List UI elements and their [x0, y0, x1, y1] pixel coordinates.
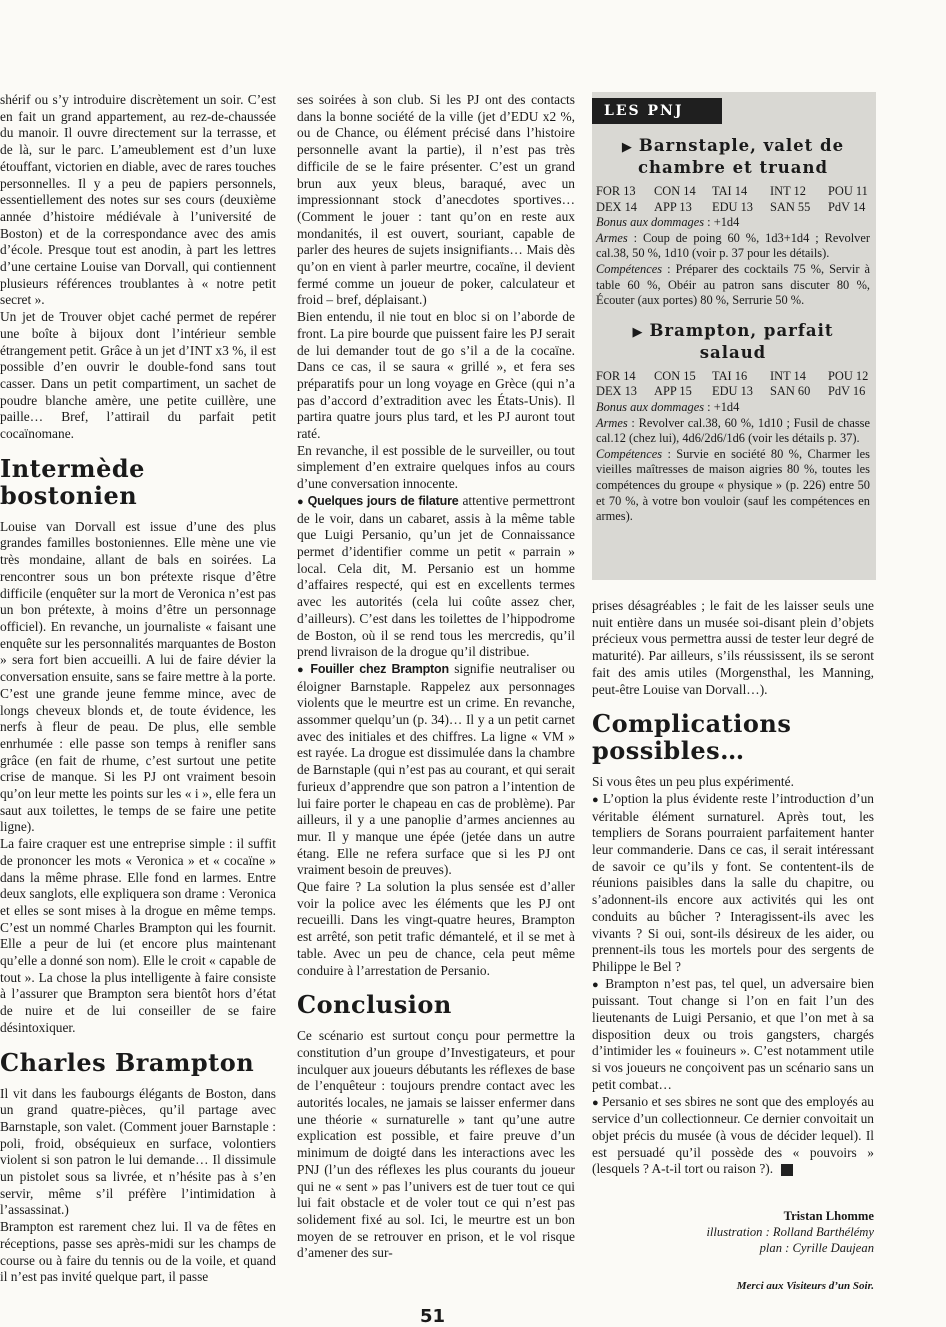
- plan-credit: [594, 1240, 874, 1256]
- label: Armes: [596, 230, 628, 245]
- stat: TAI 14: [712, 184, 748, 198]
- stat: EDU 13: [712, 384, 753, 399]
- paragraph: La faire craquer est une entreprise simple : il suffit de prononcer les mots « Veronica » et « cocaïne » dans la même phrase. Elle fond en larmes. Entre deux sanglots, elle expliquera son drame : Veronica et elles se sont mises à la drogue en même temps. C’est un nommé Charles Brampton qui les fournit. Elle a peur de lui (et encore plus maintenant qu’elle a donné son nom). Elle le croit « capable de tout ». La chose la plus intelligente à faire consiste à l’assurer que Brampton sera bientôt hors d’état de nuire et de lui conseiller de se faire désintoxiquer.: [0, 836, 276, 1035]
- npc-stats: [596, 184, 870, 215]
- paragraph: Un jet de Trouver objet caché permet de repérer une boîte à bijoux dont l’intérieur semble étrangement petit. Grâce à un jet d’INT x3 %, il est possible d’en ouvrir le double-fond sans tout casser. Dans un petit compartiment, un sachet de poudre blanche amère, une petite cuillère, une paille… Bref, l’attirail du parfait petit cocaïnomane.: [0, 309, 276, 442]
- stat: TAI 16: [712, 368, 748, 383]
- stat: APP 15: [654, 384, 692, 399]
- stat: FOR 13: [596, 184, 636, 198]
- credit-text: illustration : Rolland Barthélémy: [706, 1225, 874, 1239]
- bullet-text: attentive permettront de le voir, dans un cabaret, assis à la même table que Luigi Persanio, qu’un jet de Connaissance permet d’identifier comme un petit « parrain » local. Cela dit, M. Persanio est un homme d’affaires respecté, qui est en excellents termes avec les autorités (cela lui coûte assez cher, d’ailleurs). C’est dans les toilettes de l’hippodrome de Boston, où il se rend tous les mercredis, qu’il prend livraison de la drogue qu’il distribue.: [297, 492, 576, 660]
- section-heading-complications: Complications possibles…: [592, 709, 792, 766]
- page-number: 51: [420, 1306, 446, 1327]
- value: : Survie en société 80 %, Charmer les vieilles maîtresses de maison aigries 80 %, toutes les compétences du groupe « physique » (p. 226) entre 50 et 70 %, à votre bon vouloir (sauf les compétences en armes).: [596, 446, 870, 524]
- bullet-paragraph: [297, 661, 575, 879]
- stat: CON 15: [654, 368, 696, 383]
- npc-skills: [596, 447, 870, 525]
- stat: APP 13: [654, 199, 692, 214]
- value: : Coup de poing 60 %, 1d3+1d4 ; Revolver cal.38, 50 %, 1d10 (voir p. 37 pour les détails).: [596, 230, 870, 261]
- paragraph: ses soirées à son club. Si les PJ ont des contacts dans la bonne société de la ville (jet d’EDU x2 %, ou de Chance, ou élément précisé dans l’histoire personnelle avant la partie), il n’est pas très difficile de se le faire présenter. C’est un grand brun aux yeux bleus, baraqué, avec un impressionnant stock d’anecdotes sportives… (Comment le jouer : tant qu’on en reste aux mondanités, il est ouvert, souriant, capable de parler des heures de sujets insignifiants… Mais dès qu’on en vient à parler meurtre, cocaïne, il devient fermé comme un joueur de poker, calculateur et froid – bref, déplaisant.): [297, 92, 575, 308]
- triangle-right-icon: ▶: [632, 324, 644, 340]
- paragraph: C’est une grande jeune femme mince, avec de longs cheveux blonds et, de toute évidence, les nerfs à fleur de peau. De plus, elle semble enrhumée : elle passe son temps à renifler sans grâce (en fait de rhume, c’est surtout une petite crise de manque. Si les PJ ont vraiment besoin qu’on leur mette les points sur les « i », elle fera un saut aux toilettes, le temps de se faire une petite ligne).: [0, 685, 276, 835]
- npc-sidebar: [592, 92, 876, 580]
- stat: INT 14: [770, 368, 806, 383]
- stat: SAN 55: [770, 199, 811, 214]
- stat: POU 12: [828, 368, 869, 383]
- npc-bonus: [596, 400, 870, 416]
- npc-block-brampton: [592, 321, 876, 525]
- paragraph: Bien entendu, il nie tout en bloc si on l’aborde de front. La pire bourde que puissent faire les PJ serait de lui demander tout de go s’il a de la cocaïne. Dans ce cas, il se saura « grillé », et fera ses préparatifs pour un long voyage en Grèce (qui n’a pas d’accord d’extradition avec les États-Unis). Il partira quatre jours plus tard, et les PJ auront tout raté.: [297, 309, 575, 442]
- stat: PdV 14: [828, 199, 866, 214]
- bullet-paragraph: ● Brampton n’est pas, tel quel, un adversaire bien puissant. Tout change si l’on en fait l’un des lieutenants de Luigi Persanio, et que l’on met à sa disposition deux ou trois gangsters, chargés d’intimider les « fouineurs ». C’est notamment utile si vos joueurs ne conçoivent pas un scénario sans un petit combat…: [592, 976, 874, 1094]
- paragraph: prises désagréables ; le fait de les laisser seuls une nuit entière dans un musée soi-disant plein d’objets précieux vous permettra aussi de tester leur degré de maturité). Par ailleurs, s’ils réussissent, ils se seront fait des amis utiles (Morgensthal, les Manning, peut-être Louise van Dorvall…).: [592, 598, 874, 697]
- end-of-article-mark-icon: [781, 1164, 793, 1176]
- label: Bonus aux dommages: [596, 215, 705, 230]
- bullet-lead: Fouiller chez Brampton: [310, 661, 449, 676]
- stat: PdV 16: [828, 384, 866, 399]
- column-middle: [297, 92, 575, 1262]
- stat: SAN 60: [770, 384, 811, 399]
- paragraph: Brampton est rarement chez lui. Il va de fêtes en réceptions, passe ses après-midi sur les champs de course ou à faire du tennis ou de la voile, et quand il n’est pas invité quelque part, il passe: [0, 1219, 276, 1285]
- section-heading-charles-brampton: Charles Brampton: [0, 1047, 255, 1077]
- column-right: [592, 598, 874, 1178]
- section-heading-conclusion: Conclusion: [297, 990, 452, 1020]
- npc-title: [596, 136, 870, 178]
- npc-sidebar-tag: LES PNJ: [592, 98, 722, 124]
- value: : Revolver cal.38, 60 %, 1d10 ; Fusil de chasse cal.12 (chez lui), 4d6/2d6/1d6 (voir les détails p. 37).: [596, 415, 870, 446]
- column-left: [0, 92, 276, 1286]
- bullet-paragraph: [297, 493, 575, 661]
- stat: EDU 13: [712, 199, 753, 214]
- credits: [594, 1208, 874, 1256]
- npc-weapons: [596, 416, 870, 447]
- label: Armes: [596, 415, 628, 430]
- stat: FOR 14: [596, 368, 636, 383]
- stat: CON 14: [654, 184, 696, 198]
- stat: INT 12: [770, 184, 806, 198]
- acknowledgement: Merci aux Visiteurs d’un Soir.: [736, 1280, 874, 1292]
- npc-title: [596, 321, 870, 363]
- label: Compétences: [596, 261, 663, 276]
- value: : +1d4: [704, 399, 740, 414]
- stat: POU 11: [828, 184, 868, 198]
- paragraph: Il vit dans les faubourgs élégants de Boston, dans un grand quatre-pièces, qu’il partage avec Barnstaple, son valet. (Comment jouer Barnstaple : poli, froid, obséquieux en surface, volontiers violent si son patron le lui demande… Il dissimule un pistolet sous sa livrée, et n’hésite pas à s’en servir, même s’il préfère l’intimidation à l’assassinat.): [0, 1085, 276, 1218]
- paragraph: Louise van Dorvall est issue d’une des plus grandes familles bostoniennes. Elle mène une vie très mondaine, allant de bals en soirées. La rencontrer sous un bon prétexte risque d’être difficile (enquêter sur la mort de Veronica n’est pas un bon prétexte, à moins d’être un personnage officiel). En revanche, un journaliste « faisant une enquête sur les personnalités marquantes de Boston » sera fort bien accueilli. A lui de faire dévier la conversation ensuite, sans se faire mettre à la porte.: [0, 518, 276, 685]
- npc-skills: [596, 262, 870, 309]
- paragraph: shérif ou s’y introduire discrètement un soir. C’est en fait un grand appartement, au rez-de-chaussée du manoir. Il ouvre directement sur la terrasse, et de là, sur le parc. L’ameublement est d’un luxe étouffant, victorien en diable, avec de rares touches personnelles. Il y a peu de papiers personnels, essentiellement des notes sur ses cours (deuxième année d’histoire médiévale à l’université de Boston) et de la correspondance avec des amis d’école. Presque tout est anodin, à part les lettres d’une certaine Louise van Dorvall, qui contiennent plusieurs références troublantes à « notre petit secret ».: [0, 92, 276, 308]
- section-heading-intermede: Intermède bostonien: [0, 453, 145, 510]
- npc-name: Brampton, parfait salaud: [649, 320, 834, 362]
- paragraph: Que faire ? La solution la plus sensée est d’aller voir la police avec les éléments que les PJ ont recueilli. Dans les vingt-quatre heures, Brampton est arrêté, son petit trafic démantelé, et il se met à table. Avec un peu de chance, cela peut même conduire à l’arrestation de Persanio.: [297, 879, 575, 978]
- npc-block-barnstaple: [592, 136, 876, 309]
- npc-bonus: [596, 215, 870, 231]
- label: Compétences: [596, 446, 663, 461]
- npc-stats: [596, 369, 870, 400]
- illustration-credit: [594, 1224, 874, 1240]
- npc-name: Barnstaple, valet de chambre et truand: [637, 136, 845, 177]
- credit-text: plan : Cyrille Daujean: [759, 1241, 874, 1255]
- value: : +1d4: [704, 215, 740, 230]
- paragraph: Si vous êtes un peu plus expérimenté.: [592, 774, 794, 790]
- bullet-text: signifie neutraliser ou éloigner Barnstaple. Rappelez aux personnages violents que le meurtre est un crime. En revanche, assommer quelqu’un (p. 34)… Il y a un petit carnet avec des initiales et des chiffres. La ligne « VM » est rayée. La drogue est dissimulée dans la chambre de Barnstaple (qui n’est pas au courant, et qui serait furieux d’apprendre que son patron a l’intention de lui faire porter le chapeau en cas de problème). Par ailleurs, il y a une panoplie d’armes anciennes au mur. Il y manque une épée (jetée dans un autre étang. Elle ne refera surface que si les PJ ont vraiment besoin de preuves).: [297, 660, 575, 878]
- paragraph: Ce scénario est surtout conçu pour permettre la constitution d’un groupe d’Investigateurs, et pour inculquer aux joueurs débutants les réflexes de base de l’enquêteur : toujours prendre contact avec les autorités locales, ne jamais se laisser enfermer dans une théorie « surnaturelle » tant qu’une autre explication est possible, et faire preuve d’un minimum de doigté dans les interactions avec les PNJ (l’un des réflexes les plus courants du joueur qui ne « sent » pas l’univers est de tuer tout ce qui lui fait obstacle et de voler tout ce qui n’est pas solidement fixé au sol. Ici, le meurtre est un bon moyen de se retrouver en prison, et le vol risque d’amener des sur-: [297, 1028, 575, 1261]
- bullet-text: ● Persanio et ses sbires ne sont que des employés au service d’un collectionneur. Ce dernier convoitait un objet précis du musée (à vous de décider lequel). Il est persuadé qu’il possède des « pouvoirs » (lesquels ? A-t-il tort ou raison ?).: [592, 1094, 874, 1177]
- npc-weapons: [596, 231, 870, 262]
- paragraph: En revanche, il est possible de le surveiller, ou tout simplement d’en extraire quelques infos au cours d’une conversation innocente.: [297, 442, 575, 492]
- stat: DEX 14: [596, 199, 637, 214]
- triangle-right-icon: ▶: [621, 140, 633, 155]
- bullet-paragraph-last: [592, 1094, 874, 1179]
- value: : Préparer des cocktails 75 %, Servir à table 60 %, Obéir au patron sans discuter 80 %, Écouter (aux portes) 80 %, Serrurie 50 %.: [596, 261, 870, 308]
- bullet-lead: Quelques jours de filature: [307, 493, 459, 508]
- author-name: Tristan Lhomme: [783, 1209, 874, 1223]
- bullet-paragraph: ● L’option la plus évidente reste l’introduction d’un véritable élément surnaturel. Après tout, les templiers de Sorans pourraient parfaitement hanter leur commanderie. Dans ce cas, il serait intéressant de savoir ce qu’ils y font. Se contentent-ils de réunions paisibles dans la salle du chapitre, ou s’adonnent-ils encore aux activités qui les ont conduits au bûcher ? Interagissent-ils avec les vivants ? Si oui, sont-ils désireux de les aider, ou prennent-ils tous les mortels pour des sergents de Philippe le Bel ?: [592, 791, 874, 976]
- stat: DEX 13: [596, 384, 637, 399]
- label: Bonus aux dommages: [596, 399, 705, 414]
